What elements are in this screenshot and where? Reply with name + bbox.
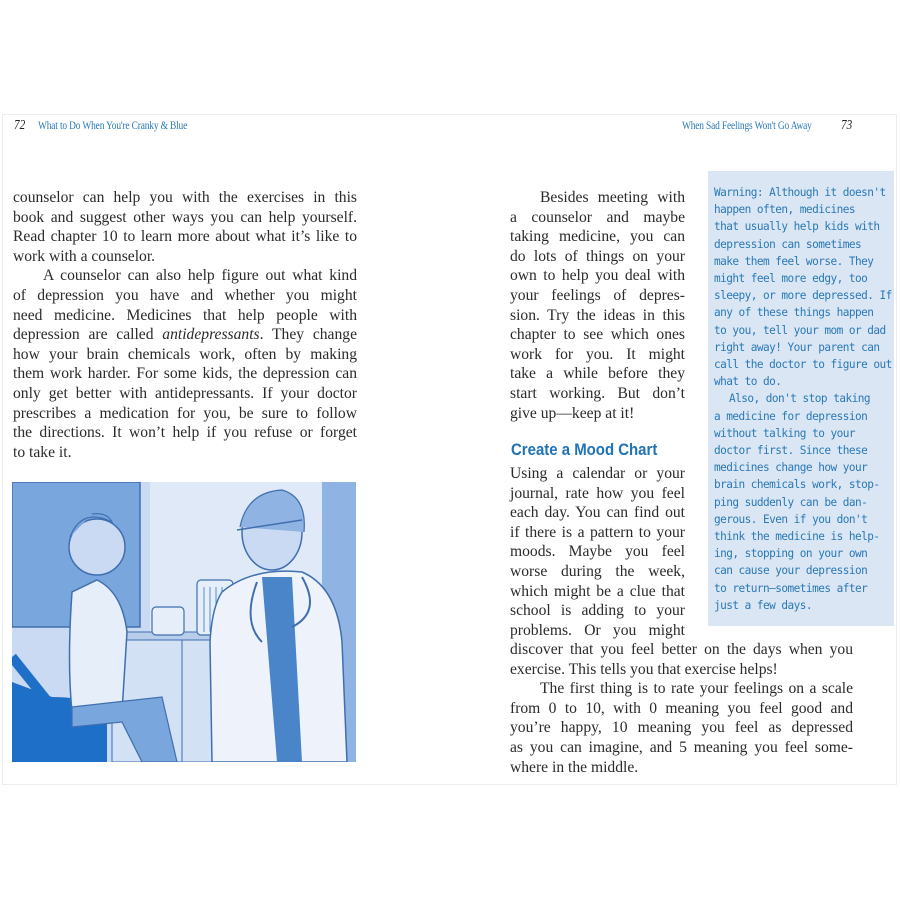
right-column-text	[510, 188, 685, 423]
text-line: which might be a clue that	[510, 582, 685, 600]
text-line: Using a calendar or your	[510, 465, 685, 482]
text-line: taking medicine, you can	[510, 228, 685, 246]
text-line: each day. You can find out	[510, 504, 685, 522]
sidebar-line: make them feel worse. They	[714, 254, 874, 268]
text-line: chapter to see which ones	[510, 326, 685, 344]
text-line: discover that you feel better on the days when you	[510, 641, 853, 658]
text-line: worse during the week,	[510, 562, 685, 580]
text-line: prescribes a medication for you, be sure to follow	[13, 404, 357, 422]
text-line: of depression you have and whether you might	[13, 286, 357, 304]
doctor-and-boy-illustration	[12, 482, 356, 762]
left-page-number: 72	[14, 118, 26, 133]
sidebar-line: sleepy, or more depressed. If	[714, 289, 892, 303]
warning-sidebar-text	[714, 184, 890, 614]
section-heading: Create a Mood Chart	[511, 440, 658, 459]
sidebar-line: call the doctor to figure out	[714, 358, 892, 372]
text-line: them work harder. For some kids, the depression can	[13, 365, 357, 383]
text-line: exercise. This tells you that exercise helps!	[510, 660, 778, 678]
text-line: where in the middle.	[510, 758, 639, 776]
text-line: take a while before they	[510, 365, 685, 383]
text-line: work for you. It might	[510, 345, 685, 363]
sidebar-line: might feel more edgy, too	[714, 272, 868, 286]
sidebar-line: can cause your depression	[714, 564, 868, 578]
sidebar-line: that usually help kids with	[714, 220, 880, 234]
text-line: the directions. It won’t help if you refuse or forget	[13, 424, 357, 442]
text-line: a counselor and maybe	[510, 208, 685, 226]
sidebar-line: without talking to your	[714, 426, 855, 440]
text-line: own to help you deal with	[510, 267, 685, 285]
text-line: give up—keep at it!	[510, 404, 635, 422]
mood-chart-text	[510, 464, 685, 640]
text-fragment: . They change	[259, 326, 357, 344]
text-line: as you can imagine, and 5 meaning you feel some-	[510, 738, 853, 756]
text-line: problems. Or you might	[510, 621, 685, 639]
text-line: journal, rate how you feel	[510, 484, 685, 502]
sidebar-line: Also, don't stop taking	[729, 392, 870, 406]
text-line: sion. Try the ideas in this	[510, 306, 685, 324]
sidebar-line: what to do.	[714, 375, 782, 389]
sidebar-line: ing, stopping on your own	[714, 547, 868, 561]
text-line-with-italic	[13, 325, 357, 345]
text-line: how your brain chemicals work, often by making	[13, 345, 357, 363]
right-page-number: 73	[841, 118, 853, 133]
sidebar-line: Warning: Although it doesn't	[714, 186, 886, 199]
text-line: Besides meeting with	[540, 189, 685, 206]
sidebar-line: right away! Your parent can	[714, 340, 880, 354]
text-line: your feelings of depres-	[510, 286, 685, 304]
text-line: if there is a pattern to your	[510, 523, 685, 541]
sidebar-line: think the medicine is help-	[714, 530, 880, 544]
sidebar-line: medicines change how your	[714, 461, 868, 475]
text-line: only get better with antidepressants. If your doctor	[13, 384, 357, 402]
sidebar-line: happen often, medicines	[714, 203, 855, 217]
left-running-head: What to Do When You're Cranky & Blue	[38, 120, 188, 132]
right-running-head: When Sad Feelings Won't Go Away	[682, 120, 812, 132]
sidebar-line: just a few days.	[714, 598, 813, 612]
sidebar-line: to you, tell your mom or dad	[714, 323, 886, 337]
sidebar-line: depression can sometimes	[714, 237, 862, 251]
text-line: A counselor can also help figure out what kind	[43, 267, 357, 285]
italic-term: antidepressants	[162, 326, 260, 344]
sidebar-line: a medicine for depression	[714, 409, 868, 423]
sidebar-line: any of these things happen	[714, 306, 874, 320]
text-line: counselor can help you with the exercises in this	[13, 189, 357, 206]
text-line: do lots of things on your	[510, 247, 685, 265]
text-line: need medicine. Medicines that help people with	[13, 306, 357, 324]
full-width-text	[510, 640, 853, 777]
sidebar-line: gerous. Even if you don't	[714, 512, 868, 526]
sidebar-line: brain chemicals work, stop-	[714, 478, 880, 492]
text-line: Read chapter 10 to learn more about what it’s like to	[13, 228, 357, 246]
text-line: school is adding to your	[510, 602, 685, 620]
text-line: book and suggest other ways you can help yourself.	[13, 208, 357, 226]
left-body-text	[13, 188, 357, 462]
sidebar-line: doctor first. Since these	[714, 444, 868, 458]
text-line: you’re happy, 10 meaning you feel as depressed	[510, 719, 853, 737]
text-line: start working. But don’t	[510, 384, 685, 402]
text-line: The first thing is to rate your feelings on a scale	[540, 680, 853, 698]
sidebar-line: ping suddenly can be dan-	[714, 495, 868, 509]
sidebar-line: to return—sometimes after	[714, 581, 868, 595]
text-line: work with a counselor.	[13, 247, 156, 265]
text-line: moods. Maybe you feel	[510, 543, 685, 561]
text-fragment: depression are called	[13, 326, 163, 344]
text-line: from 0 to 10, with 0 meaning you feel good and	[510, 699, 853, 717]
text-line: to take it.	[13, 443, 72, 461]
